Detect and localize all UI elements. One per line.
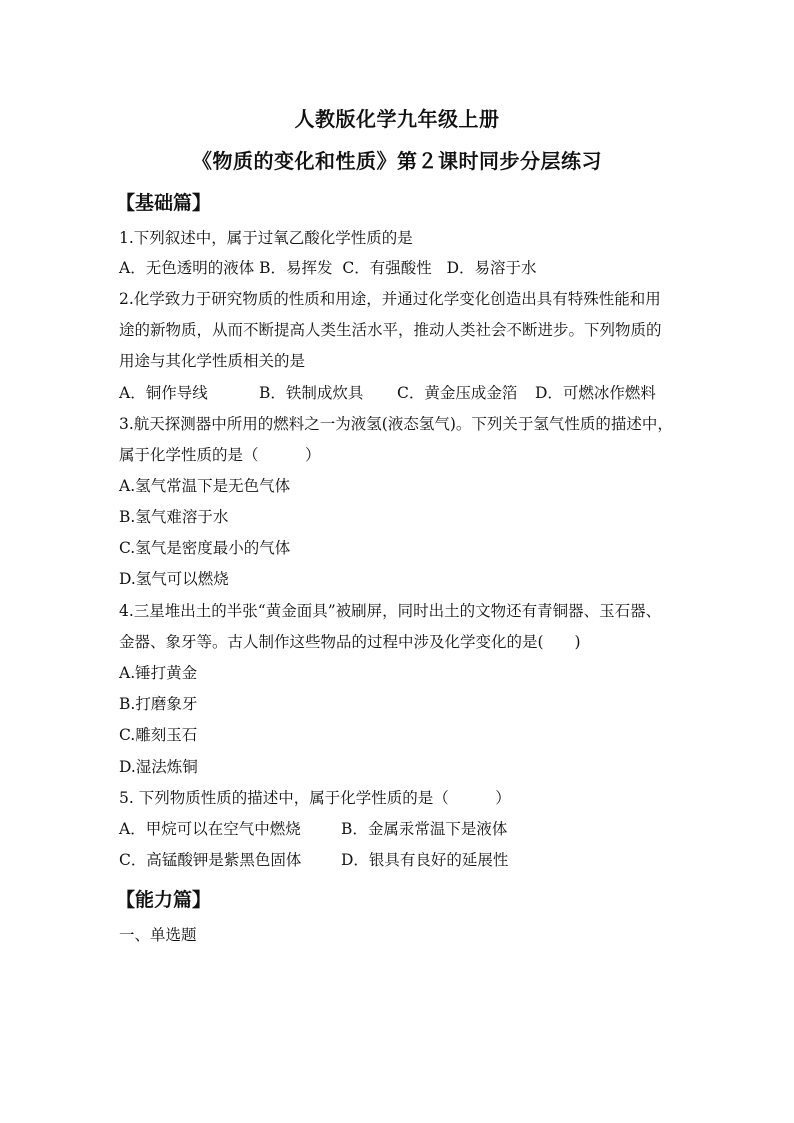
question-5-stem: 5. 下列物质性质的描述中，属于化学性质的是（ ）: [119, 789, 511, 807]
q4-option-c: C.雕刻玉石: [119, 726, 198, 744]
question-2-stem-line3: 用途与其化学性质相关的是: [119, 352, 306, 370]
document-subtitle: 《物质的变化和性质》第２课时同步分层练习: [192, 149, 602, 173]
subsection-single-choice: 一、单选题: [119, 926, 197, 944]
question-1-stem: 1.下列叙述中，属于过氧乙酸化学性质的是: [119, 229, 413, 247]
q2-option-b: B．铁制成炊具: [259, 384, 364, 402]
q1-option-b: B．易挥发: [259, 259, 333, 277]
q5-option-d: D．银具有良好的延展性: [341, 851, 509, 869]
q5-option-a: A．甲烷可以在空气中燃烧: [119, 820, 301, 838]
question-3-stem-line2: 属于化学性质的是（ ）: [119, 446, 321, 464]
q2-option-c: C．黄金压成金箔: [397, 384, 518, 402]
q5-option-c: C．高锰酸钾是紫黑色固体: [119, 851, 302, 869]
q4-option-b: B.打磨象牙: [119, 695, 198, 713]
section-heading-basic: 【基础篇】: [116, 192, 212, 214]
q1-option-a: A．无色透明的液体: [119, 259, 255, 277]
question-5-options-row1: [119, 819, 507, 839]
question-4-stem-line2: 金器、象牙等。古人制作这些物品的过程中涉及化学变化的是( ): [119, 633, 581, 651]
q3-option-c: C.氢气是密度最小的气体: [119, 539, 291, 557]
question-3-stem-line1: 3.航天探测器中所用的燃料之一为液氢(液态氢气)。下列关于氢气性质的描述中，: [119, 415, 673, 433]
question-4-stem-line1: 4.三星堆出土的半张“黄金面具”被刷屏，同时出土的文物还有青铜器、玉石器、: [119, 602, 662, 620]
q2-option-a: A．铜作导线: [119, 384, 208, 402]
q2-option-d: D．可燃冰作燃料: [535, 384, 656, 402]
question-1-options: [119, 258, 537, 278]
q3-option-a: A.氢气常温下是无色气体: [119, 477, 291, 495]
q4-option-d: D.湿法炼铜: [119, 758, 198, 776]
q1-option-c: C．有强酸性: [342, 259, 432, 277]
q5-option-b: B．金属汞常温下是液体: [341, 820, 508, 838]
question-5-options-row2: [119, 850, 508, 870]
q4-option-a: A.锤打黄金: [119, 664, 198, 682]
question-2-options: [119, 383, 656, 403]
question-2-stem-line2: 途的新物质，从而不断提高人类生活水平，推动人类社会不断进步。下列物质的: [119, 321, 662, 339]
q1-option-d: D．易溶于水: [446, 259, 537, 277]
q3-option-b: B.氢气难溶于水: [119, 508, 229, 526]
section-heading-ability: 【能力篇】: [116, 889, 212, 911]
question-2-stem-line1: 2.化学致力于研究物质的性质和用途，并通过化学变化创造出具有特殊性能和用: [119, 290, 661, 308]
document-title: 人教版化学九年级上册: [294, 107, 500, 131]
q3-option-d: D.氢气可以燃烧: [119, 570, 229, 588]
